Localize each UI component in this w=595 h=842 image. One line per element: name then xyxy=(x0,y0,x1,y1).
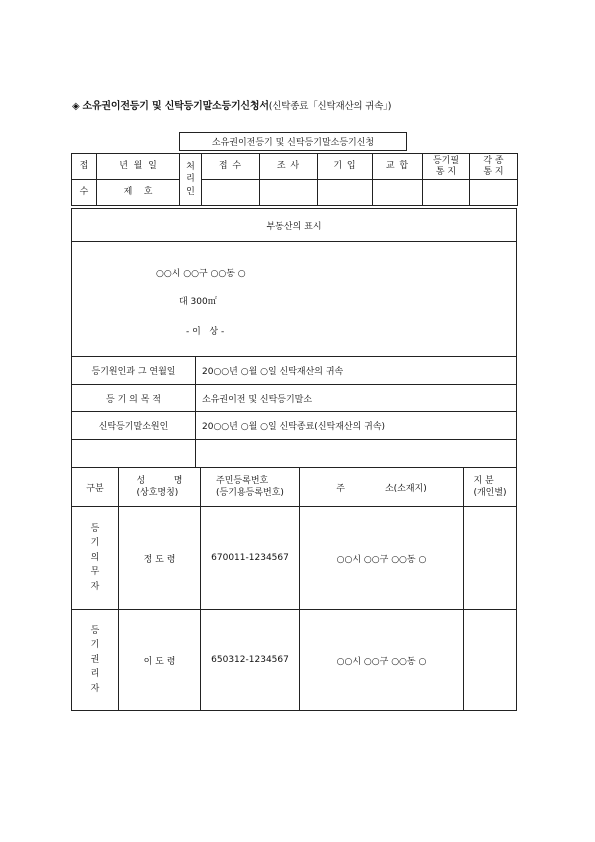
obligor-name[interactable]: 정 도 령 xyxy=(119,507,201,609)
reception-label-bottom: 수 xyxy=(72,180,97,206)
party-row-obligor xyxy=(72,507,516,610)
row-trust-cancel-cause xyxy=(72,412,516,440)
cell-various-notice[interactable] xyxy=(470,180,518,206)
property-header: 부동산의 표시 xyxy=(266,221,322,232)
title-paren: (신탁종료「신탁재산의 귀속」) xyxy=(268,101,392,112)
holder-role: 등 기 권 리 자 xyxy=(72,610,119,710)
registration-cause-label: 등기원인과 그 연월일 xyxy=(72,357,196,384)
document-title xyxy=(72,97,391,112)
registration-purpose-value[interactable]: 소유권이전 및 신탁등기말소 xyxy=(202,394,313,405)
application-form xyxy=(71,208,517,711)
col-id-number: 주민등록번호 (등기용등록번호) xyxy=(201,468,300,506)
trust-cancel-cause-value[interactable]: 20○○년 ○월 ○일 신탁종료(신탁재산의 귀속) xyxy=(202,422,386,432)
obligor-role: 등 기 의 무 자 xyxy=(72,507,119,609)
reception-date: 년 월 일 xyxy=(97,154,180,180)
cell-reception[interactable] xyxy=(202,180,260,206)
col-collation: 교 합 xyxy=(373,154,423,180)
reception-label-top: 접 xyxy=(72,154,97,180)
col-entry: 기 입 xyxy=(318,154,373,180)
cell-completion-notice[interactable] xyxy=(423,180,470,206)
obligor-share[interactable] xyxy=(464,507,516,609)
holder-id[interactable]: 650312-1234567 xyxy=(201,610,300,710)
property-end: - 이 상 - xyxy=(186,327,225,337)
col-reception: 접 수 xyxy=(202,154,260,180)
blank-value-cell[interactable] xyxy=(196,440,516,467)
parties-header-row xyxy=(72,468,516,507)
registry-table xyxy=(71,153,518,206)
form-heading-text: 소유권이전등기 및 신탁등기말소등기신청 xyxy=(211,138,375,148)
row-blank xyxy=(72,440,516,468)
reception-number: 제 호 xyxy=(97,180,180,206)
title-main: 소유권이전등기 및 신탁등기말소등기신청서 xyxy=(82,101,269,112)
registration-cause-value[interactable]: 20○○년 ○월 ○일 신탁재산의 귀속 xyxy=(202,367,344,377)
property-header-row xyxy=(72,209,516,242)
registration-purpose-label: 등 기 의 목 적 xyxy=(72,385,196,411)
holder-address[interactable]: ○○시 ○○구 ○○동 ○ xyxy=(300,610,464,710)
party-row-holder xyxy=(72,610,516,710)
cell-entry[interactable] xyxy=(318,180,373,206)
process-label: 처 리 인 xyxy=(180,154,202,206)
col-inspection: 조 사 xyxy=(260,154,318,180)
form-heading xyxy=(179,132,407,151)
row-registration-cause xyxy=(72,357,516,385)
row-registration-purpose xyxy=(72,385,516,412)
holder-share[interactable] xyxy=(464,610,516,710)
cell-collation[interactable] xyxy=(373,180,423,206)
blank-label-cell xyxy=(72,440,196,467)
col-share: 지 분 (개인별) xyxy=(473,475,507,498)
col-completion-notice: 등기필 통 지 xyxy=(423,154,470,180)
col-address: 주 소(소재지) xyxy=(300,468,464,506)
col-various-notice: 각 종 통 지 xyxy=(470,154,518,180)
obligor-address[interactable]: ○○시 ○○구 ○○동 ○ xyxy=(300,507,464,609)
holder-name[interactable]: 이 도 령 xyxy=(119,610,201,710)
property-address: ○○시 ○○구 ○○동 ○ xyxy=(156,269,246,279)
property-area: 대 300㎡ xyxy=(179,297,217,307)
cell-inspection[interactable] xyxy=(260,180,318,206)
title-marker: ◈ xyxy=(72,101,80,112)
obligor-id[interactable]: 670011-1234567 xyxy=(201,507,300,609)
property-description[interactable] xyxy=(72,242,516,357)
trust-cancel-cause-label: 신탁등기말소원인 xyxy=(72,412,196,439)
col-name: 성 명 (상호명칭) xyxy=(119,468,201,506)
col-type: 구분 xyxy=(72,468,119,506)
